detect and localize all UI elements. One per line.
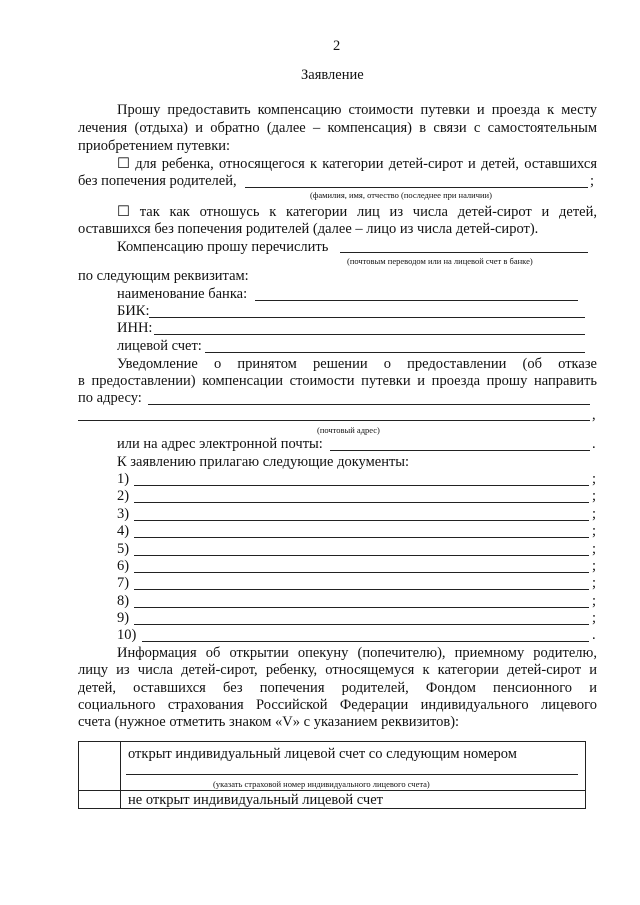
address-field-1[interactable] xyxy=(148,404,590,405)
attachment-field-5[interactable] xyxy=(134,555,589,556)
info-line-3: детей, оставшихся без попечения родителей, Фондом пенсионного и xyxy=(78,680,597,696)
attachment-field-4[interactable] xyxy=(134,537,589,538)
notice-line-2: в предоставлении) компенсации стоимости путевки и проезда прошу направить xyxy=(78,373,597,389)
bank-name-field[interactable] xyxy=(255,300,578,301)
intro-line-3: приобретением путевки: xyxy=(78,138,231,154)
bik-field[interactable] xyxy=(149,317,585,318)
details-label: по следующим реквизитам: xyxy=(78,268,249,284)
info-line-2: лицу из числа детей-сирот, ребенку, относящемуся к категории детей-сирот и xyxy=(78,662,597,678)
insurance-number-field[interactable] xyxy=(126,774,578,775)
attachment-number: 6) xyxy=(117,558,130,574)
attachment-number: 5) xyxy=(117,541,130,557)
attachment-number: 10) xyxy=(117,627,137,643)
attachment-number: 7) xyxy=(117,575,130,591)
document-title: Заявление xyxy=(301,67,364,83)
attachment-field-2[interactable] xyxy=(134,502,589,503)
attachment-semicolon: ; xyxy=(592,471,597,487)
table-column-divider xyxy=(120,741,121,808)
attachment-semicolon: ; xyxy=(592,488,597,504)
attachment-end-dot: . xyxy=(592,627,596,643)
account-label: лицевой счет: xyxy=(117,338,202,354)
email-dot: . xyxy=(592,436,596,452)
insurance-number-hint: (указать страховой номер индивидуального лицевого счета) xyxy=(213,779,430,789)
address-field-2[interactable] xyxy=(78,420,590,421)
email-label: или на адрес электронной почты: xyxy=(117,436,323,452)
attachment-number: 8) xyxy=(117,593,130,609)
attachment-number: 1) xyxy=(117,471,130,487)
email-field[interactable] xyxy=(330,450,590,451)
option-child-line-2: без попечения родителей, xyxy=(78,173,237,189)
attachment-field-7[interactable] xyxy=(134,589,589,590)
bik-label: БИК: xyxy=(117,303,150,319)
not-opened-account-label: не открыт индивидуальный лицевой счет xyxy=(128,792,383,808)
child-name-hint: (фамилия, имя, отчество (последнее при наличии) xyxy=(310,190,492,200)
bank-name-label: наименование банка: xyxy=(117,286,248,302)
attachment-semicolon: ; xyxy=(592,575,597,591)
notice-line-3: по адресу: xyxy=(78,390,142,406)
intro-line-2: лечения (отдыха) и обратно (далее – компенсация) в связи с самостоятельным xyxy=(78,120,597,136)
not-opened-checkbox-cell[interactable] xyxy=(79,791,119,806)
attachment-semicolon: ; xyxy=(592,593,597,609)
opened-checkbox-cell[interactable] xyxy=(79,742,119,789)
attachment-semicolon: ; xyxy=(592,506,597,522)
attachment-field-1[interactable] xyxy=(134,485,589,486)
attachment-field-8[interactable] xyxy=(134,607,589,608)
attachment-number: 4) xyxy=(117,523,130,539)
option-self-checkbox-line[interactable]: ☐ так как отношусь к категории лиц из числа детей-сирот и детей, xyxy=(117,204,597,220)
attachment-field-3[interactable] xyxy=(134,520,589,521)
option-child-checkbox-line[interactable]: ☐ для ребенка, относящегося к категории детей-сирот и детей, оставшихся xyxy=(117,156,597,172)
address-comma: , xyxy=(592,407,596,423)
option-self-line-2: оставшихся без попечения родителей (далее – лицо из числа детей-сирот). xyxy=(78,221,539,237)
attachment-number: 3) xyxy=(117,506,130,522)
table-row-divider xyxy=(78,790,585,791)
attachment-number: 9) xyxy=(117,610,130,626)
notice-line-1: Уведомление о принятом решении о предоставлении (об отказе xyxy=(117,356,597,372)
page-number: 2 xyxy=(333,38,341,54)
attachment-semicolon: ; xyxy=(592,610,597,626)
inn-field[interactable] xyxy=(154,334,585,335)
attachments-label: К заявлению прилагаю следующие документы: xyxy=(117,454,410,470)
address-hint: (почтовый адрес) xyxy=(317,425,380,435)
inn-label: ИНН: xyxy=(117,320,153,336)
attachment-field-9[interactable] xyxy=(134,624,589,625)
attachment-field-6[interactable] xyxy=(134,572,589,573)
compensation-method-hint: (почтовым переводом или на лицевой счет в банке) xyxy=(347,256,533,266)
attachment-semicolon: ; xyxy=(592,523,597,539)
child-name-field[interactable] xyxy=(245,187,588,188)
intro-line-1: Прошу предоставить компенсацию стоимости путевки и проезда к месту xyxy=(117,102,597,118)
attachment-number: 2) xyxy=(117,488,130,504)
compensation-label: Компенсацию прошу перечислить xyxy=(117,239,329,255)
compensation-method-field[interactable] xyxy=(340,252,588,253)
attachment-semicolon: ; xyxy=(592,541,597,557)
attachment-semicolon: ; xyxy=(592,558,597,574)
attachment-field-10[interactable] xyxy=(142,641,589,642)
info-line-5: счета (нужное отметить знаком «V» с указанием реквизитов): xyxy=(78,714,460,730)
info-line-4: социального страхования Российской Федерации индивидуального лицевого xyxy=(78,697,597,713)
info-line-1: Информация об открытии опекуну (попечителю), приемному родителю, xyxy=(117,645,597,661)
account-field[interactable] xyxy=(205,352,585,353)
opened-account-label: открыт индивидуальный лицевой счет со следующим номером xyxy=(128,746,517,762)
semicolon: ; xyxy=(590,173,595,189)
